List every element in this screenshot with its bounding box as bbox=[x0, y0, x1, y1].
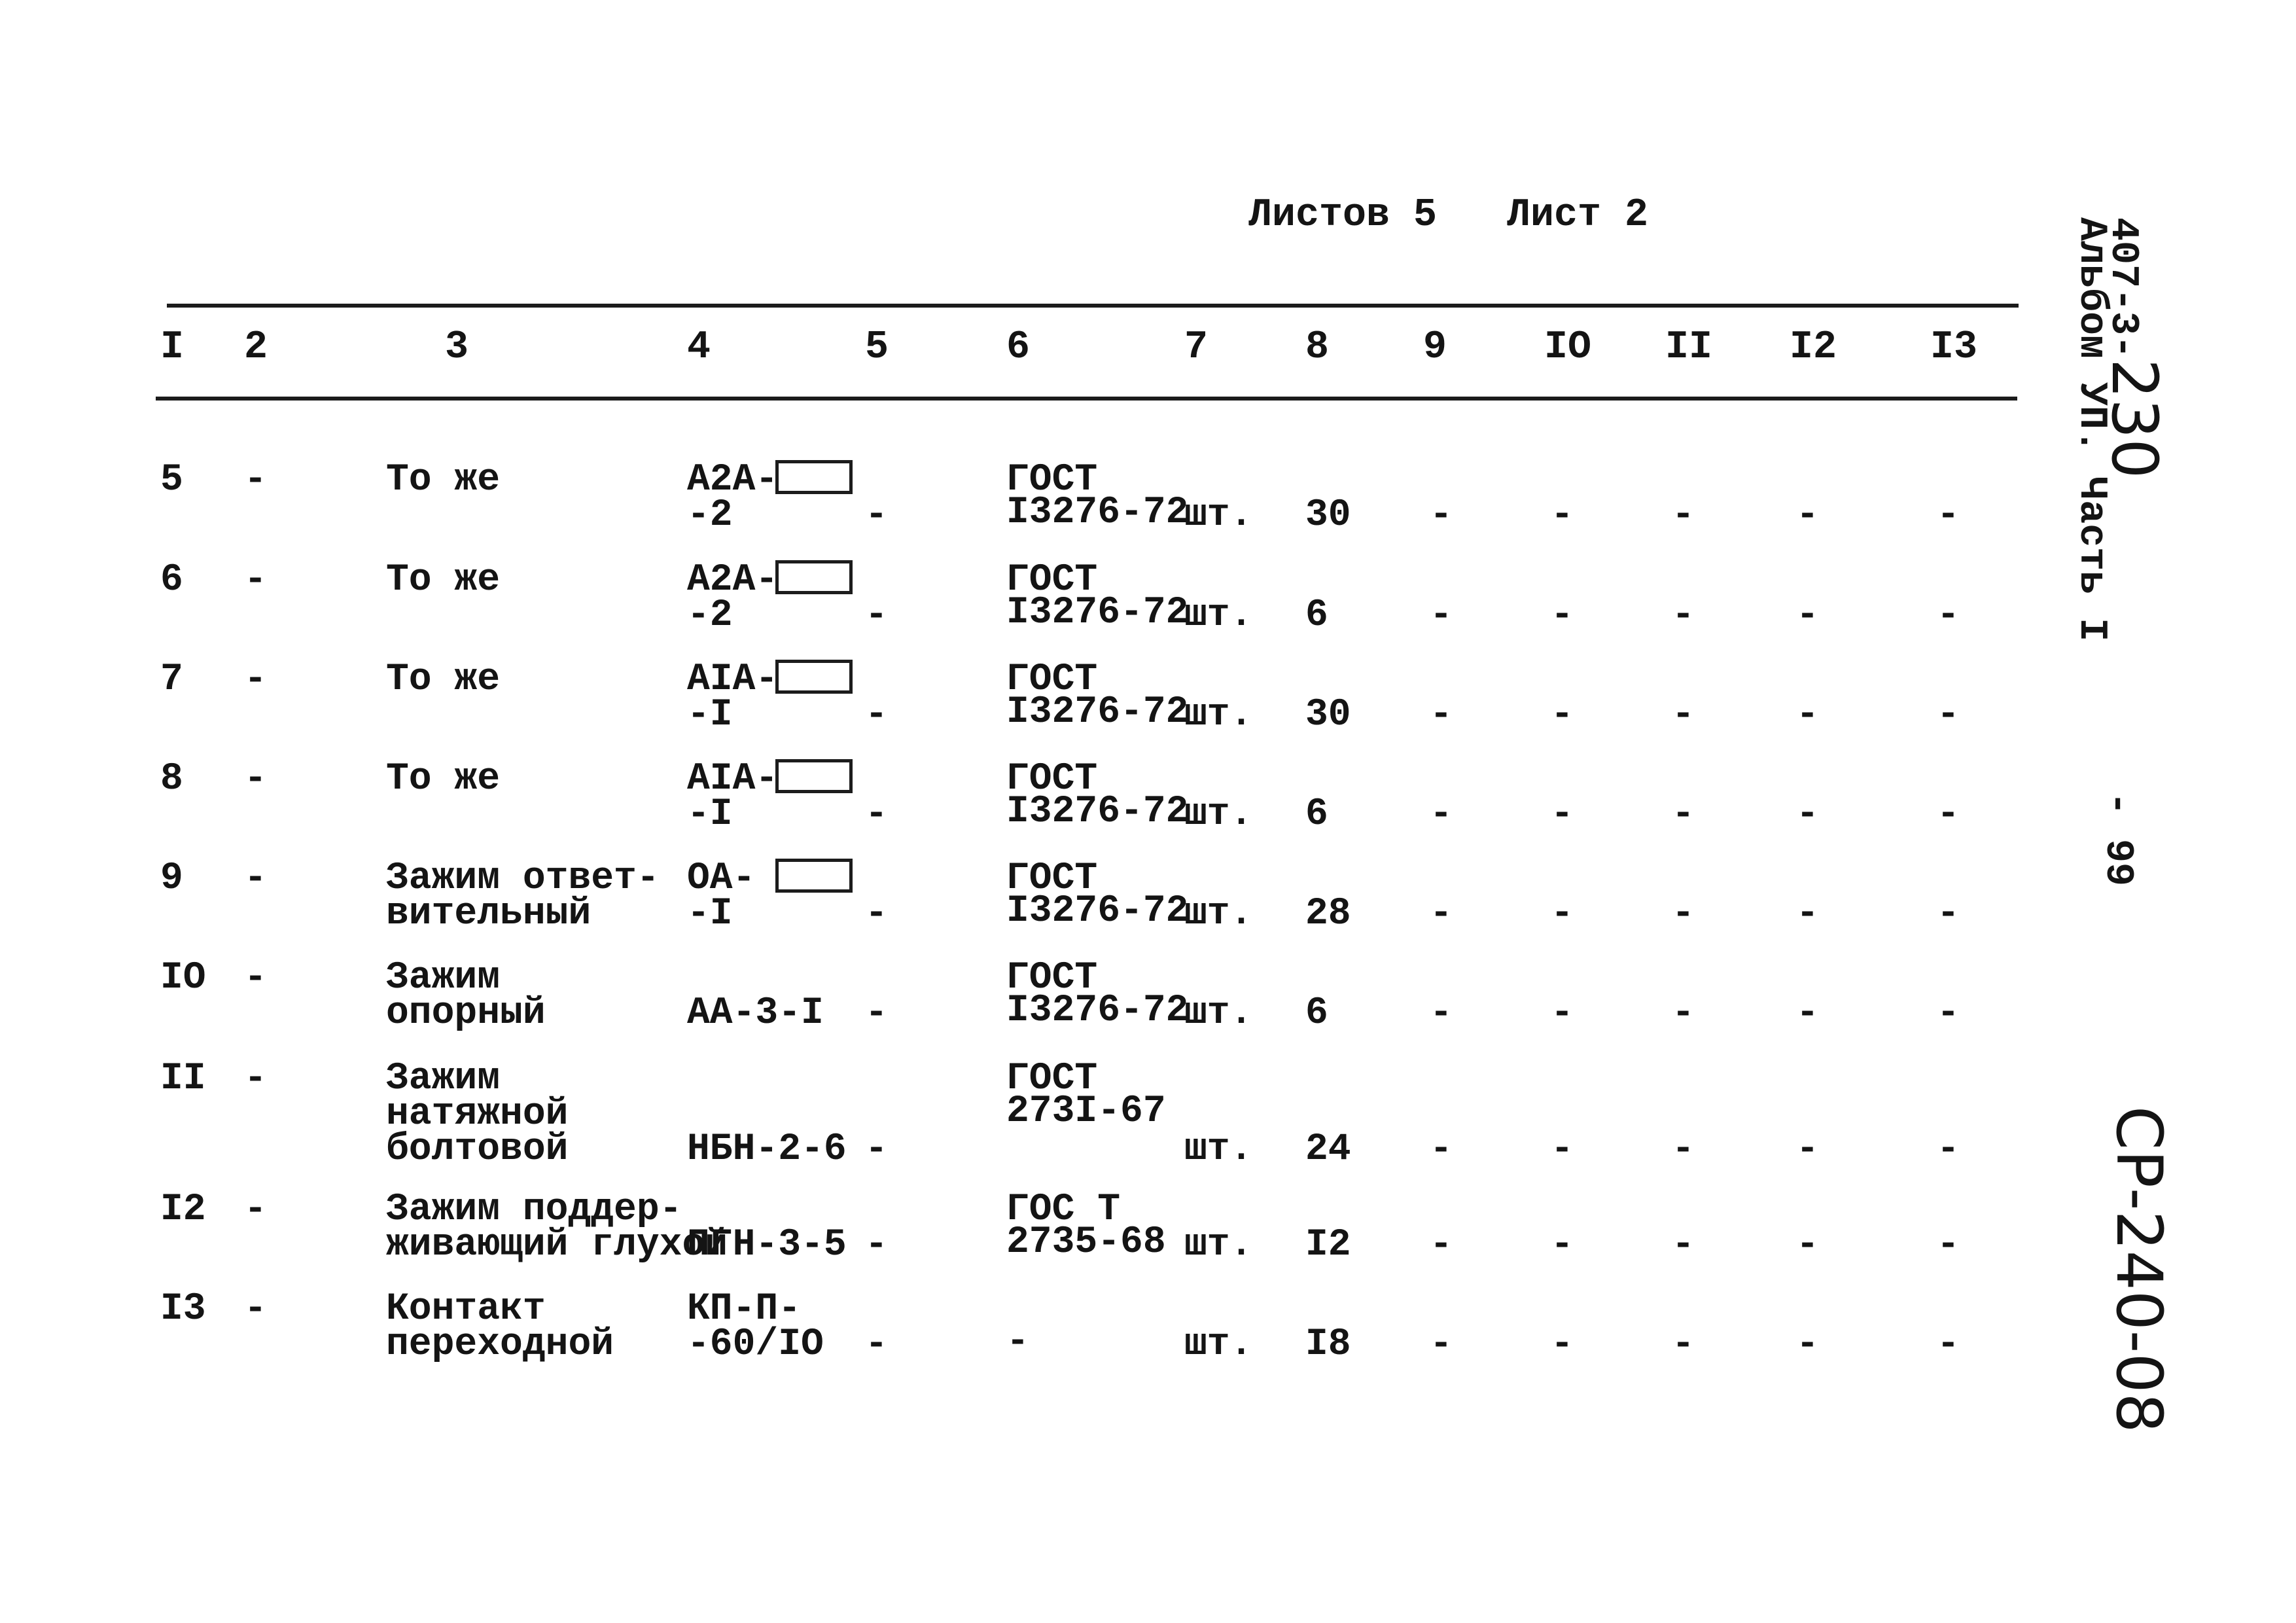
item-mark-line: -2 bbox=[687, 494, 733, 537]
table-header-rule bbox=[156, 397, 2017, 401]
empty-cell-dash: - bbox=[1551, 992, 1574, 1035]
empty-cell-dash: - bbox=[1430, 992, 1453, 1035]
column-header-3: 3 bbox=[445, 325, 469, 370]
col2-dash: - bbox=[244, 1188, 267, 1231]
row-number: 9 bbox=[160, 857, 183, 900]
item-name-line: Зажим поддер- bbox=[386, 1188, 682, 1231]
unit: шт. bbox=[1184, 694, 1253, 736]
col2-dash: - bbox=[244, 758, 267, 800]
empty-cell-dash: - bbox=[1672, 992, 1695, 1035]
standard-line: - bbox=[1006, 1321, 1029, 1363]
item-name-line: переходной bbox=[386, 1323, 614, 1366]
unit: шт. bbox=[1184, 594, 1253, 637]
item-name-line: Зажим ответ- bbox=[386, 857, 660, 900]
item-name-line: вительный bbox=[386, 893, 592, 935]
standard-line: ГОСТ bbox=[1006, 459, 1098, 501]
empty-cell-dash: - bbox=[1672, 494, 1695, 537]
empty-cell-dash: - bbox=[1672, 893, 1695, 935]
standard-line: ГОСТ bbox=[1006, 658, 1098, 701]
standard-line: I3276-72 bbox=[1006, 491, 1189, 534]
col5-dash: - bbox=[865, 992, 888, 1035]
col5-dash: - bbox=[865, 893, 888, 935]
empty-cell-dash: - bbox=[1937, 1224, 1960, 1266]
item-mark-line: A2A- bbox=[687, 459, 779, 501]
empty-cell-dash: - bbox=[1672, 1224, 1695, 1266]
standard-line: I3276-72 bbox=[1006, 890, 1189, 933]
standard-line: 273I-67 bbox=[1006, 1090, 1166, 1133]
standard-line: I3276-72 bbox=[1006, 691, 1189, 734]
table-top-rule bbox=[167, 304, 2019, 308]
empty-cell-dash: - bbox=[1937, 992, 1960, 1035]
unit: шт. bbox=[1184, 793, 1253, 836]
row-number: 5 bbox=[160, 459, 183, 501]
row-number: I2 bbox=[160, 1188, 206, 1231]
quantity: 6 bbox=[1305, 992, 1328, 1035]
column-header-10: IO bbox=[1544, 325, 1592, 370]
empty-cell-dash: - bbox=[1430, 1323, 1453, 1366]
column-header-6: 6 bbox=[1006, 325, 1031, 370]
empty-cell-dash: - bbox=[1672, 1128, 1695, 1171]
item-mark-line: AA-3-I bbox=[687, 992, 824, 1035]
item-mark-line: OA- bbox=[687, 857, 756, 900]
empty-cell-dash: - bbox=[1551, 893, 1574, 935]
quantity: 30 bbox=[1305, 494, 1351, 537]
empty-cell-dash: - bbox=[1430, 694, 1453, 736]
item-name-line: То же bbox=[386, 559, 501, 601]
standard-line: ГОСТ bbox=[1006, 957, 1098, 999]
standard-line: ГОС Т bbox=[1006, 1188, 1121, 1231]
blank-size-box bbox=[775, 560, 853, 594]
document-code-handwritten: 230 bbox=[2098, 359, 2171, 479]
standard-line: ГОСТ bbox=[1006, 758, 1098, 800]
empty-cell-dash: - bbox=[1796, 1128, 1819, 1171]
item-name-line: То же bbox=[386, 459, 501, 501]
column-header-1: I bbox=[160, 325, 185, 370]
empty-cell-dash: - bbox=[1672, 594, 1695, 637]
album-part: Альбом УП. Часть I bbox=[2069, 217, 2113, 642]
row-number: 6 bbox=[160, 559, 183, 601]
col2-dash: - bbox=[244, 1058, 267, 1100]
row-number: 8 bbox=[160, 758, 183, 800]
empty-cell-dash: - bbox=[1430, 893, 1453, 935]
empty-cell-dash: - bbox=[1430, 1224, 1453, 1266]
item-name-line: натяжной bbox=[386, 1093, 569, 1135]
column-header-9: 9 bbox=[1423, 325, 1447, 370]
empty-cell-dash: - bbox=[1796, 694, 1819, 736]
column-header-7: 7 bbox=[1184, 325, 1209, 370]
item-name-line: То же bbox=[386, 758, 501, 800]
empty-cell-dash: - bbox=[1551, 494, 1574, 537]
empty-cell-dash: - bbox=[1937, 494, 1960, 537]
blank-size-box bbox=[775, 460, 853, 494]
column-header-13: I3 bbox=[1930, 325, 1978, 370]
empty-cell-dash: - bbox=[1937, 594, 1960, 637]
item-name-line: Контакт bbox=[386, 1288, 546, 1330]
item-mark-line: -I bbox=[687, 793, 733, 836]
column-header-11: II bbox=[1665, 325, 1713, 370]
empty-cell-dash: - bbox=[1796, 494, 1819, 537]
col2-dash: - bbox=[244, 559, 267, 601]
empty-cell-dash: - bbox=[1551, 1323, 1574, 1366]
empty-cell-dash: - bbox=[1551, 793, 1574, 836]
standard-line: ГОСТ bbox=[1006, 857, 1098, 900]
empty-cell-dash: - bbox=[1551, 594, 1574, 637]
col2-dash: - bbox=[244, 957, 267, 999]
empty-cell-dash: - bbox=[1430, 1128, 1453, 1171]
quantity: 6 bbox=[1305, 594, 1328, 637]
unit: шт. bbox=[1184, 893, 1253, 935]
col2-dash: - bbox=[244, 658, 267, 701]
col5-dash: - bbox=[865, 1128, 888, 1171]
quantity: 30 bbox=[1305, 694, 1351, 736]
quantity: I2 bbox=[1305, 1224, 1351, 1266]
item-mark-line: A2A- bbox=[687, 559, 779, 601]
empty-cell-dash: - bbox=[1937, 793, 1960, 836]
standard-line: I3276-72 bbox=[1006, 791, 1189, 833]
sheets-total: Листов 5 bbox=[1248, 193, 1438, 238]
empty-cell-dash: - bbox=[1551, 694, 1574, 736]
empty-cell-dash: - bbox=[1672, 793, 1695, 836]
empty-cell-dash: - bbox=[1551, 1128, 1574, 1171]
unit: шт. bbox=[1184, 1224, 1253, 1266]
row-number: 7 bbox=[160, 658, 183, 701]
unit: шт. bbox=[1184, 494, 1253, 537]
empty-cell-dash: - bbox=[1796, 793, 1819, 836]
item-mark-line: -2 bbox=[687, 594, 733, 637]
item-name-line: опорный bbox=[386, 992, 546, 1035]
column-header-8: 8 bbox=[1305, 325, 1330, 370]
item-name-line: живающий глухой bbox=[386, 1224, 728, 1266]
empty-cell-dash: - bbox=[1551, 1224, 1574, 1266]
empty-cell-dash: - bbox=[1430, 793, 1453, 836]
standard-line: I3276-72 bbox=[1006, 990, 1189, 1032]
item-mark-line: -I bbox=[687, 893, 733, 935]
blank-size-box bbox=[775, 660, 853, 694]
item-mark-line: AIA- bbox=[687, 758, 779, 800]
col2-dash: - bbox=[244, 1288, 267, 1330]
item-name-line: То же bbox=[386, 658, 501, 701]
item-mark-line: -60/IO bbox=[687, 1323, 824, 1366]
standard-line: ГОСТ bbox=[1006, 1058, 1098, 1100]
unit: шт. bbox=[1184, 992, 1253, 1035]
col5-dash: - bbox=[865, 1323, 888, 1366]
column-header-12: I2 bbox=[1790, 325, 1837, 370]
col2-dash: - bbox=[244, 459, 267, 501]
quantity: I8 bbox=[1305, 1323, 1351, 1366]
row-number: II bbox=[160, 1058, 206, 1100]
col5-dash: - bbox=[865, 1224, 888, 1266]
col5-dash: - bbox=[865, 694, 888, 736]
sheet-number: Лист 2 bbox=[1507, 193, 1649, 238]
standard-line: ГОСТ bbox=[1006, 559, 1098, 601]
quantity: 6 bbox=[1305, 793, 1328, 836]
empty-cell-dash: - bbox=[1796, 893, 1819, 935]
standard-line: I3276-72 bbox=[1006, 592, 1189, 634]
blank-size-box bbox=[775, 759, 853, 793]
col5-dash: - bbox=[865, 494, 888, 537]
item-mark-line: AIA- bbox=[687, 658, 779, 701]
quantity: 28 bbox=[1305, 893, 1351, 935]
item-name-line: Зажим bbox=[386, 957, 501, 999]
blank-size-box bbox=[775, 859, 853, 893]
standard-line: 2735-68 bbox=[1006, 1221, 1166, 1264]
empty-cell-dash: - bbox=[1672, 694, 1695, 736]
empty-cell-dash: - bbox=[1937, 1128, 1960, 1171]
document-code-printed: 407-3- bbox=[2100, 217, 2145, 359]
item-mark-line: -I bbox=[687, 694, 733, 736]
empty-cell-dash: - bbox=[1937, 893, 1960, 935]
column-header-2: 2 bbox=[244, 325, 268, 370]
empty-cell-dash: - bbox=[1672, 1323, 1695, 1366]
empty-cell-dash: - bbox=[1796, 1224, 1819, 1266]
unit: шт. bbox=[1184, 1323, 1253, 1366]
empty-cell-dash: - bbox=[1796, 1323, 1819, 1366]
page-number: - 99 bbox=[2095, 792, 2140, 887]
empty-cell-dash: - bbox=[1937, 1323, 1960, 1366]
empty-cell-dash: - bbox=[1796, 594, 1819, 637]
unit: шт. bbox=[1184, 1128, 1253, 1171]
item-name-line: Зажим bbox=[386, 1058, 501, 1100]
row-number: IO bbox=[160, 957, 206, 999]
column-header-4: 4 bbox=[687, 325, 711, 370]
row-number: I3 bbox=[160, 1288, 206, 1330]
item-mark-line: КП-П- bbox=[687, 1288, 802, 1330]
empty-cell-dash: - bbox=[1937, 694, 1960, 736]
quantity: 24 bbox=[1305, 1128, 1351, 1171]
column-header-5: 5 bbox=[865, 325, 889, 370]
empty-cell-dash: - bbox=[1430, 594, 1453, 637]
item-mark-line: НБН-2-6 bbox=[687, 1128, 847, 1171]
empty-cell-dash: - bbox=[1430, 494, 1453, 537]
item-mark-line: ПГН-3-5 bbox=[687, 1224, 847, 1266]
col5-dash: - bbox=[865, 793, 888, 836]
col5-dash: - bbox=[865, 594, 888, 637]
item-name-line: болтовой bbox=[386, 1128, 569, 1171]
inventory-stamp: СР-240-08 bbox=[2102, 1106, 2176, 1433]
col2-dash: - bbox=[244, 857, 267, 900]
empty-cell-dash: - bbox=[1796, 992, 1819, 1035]
